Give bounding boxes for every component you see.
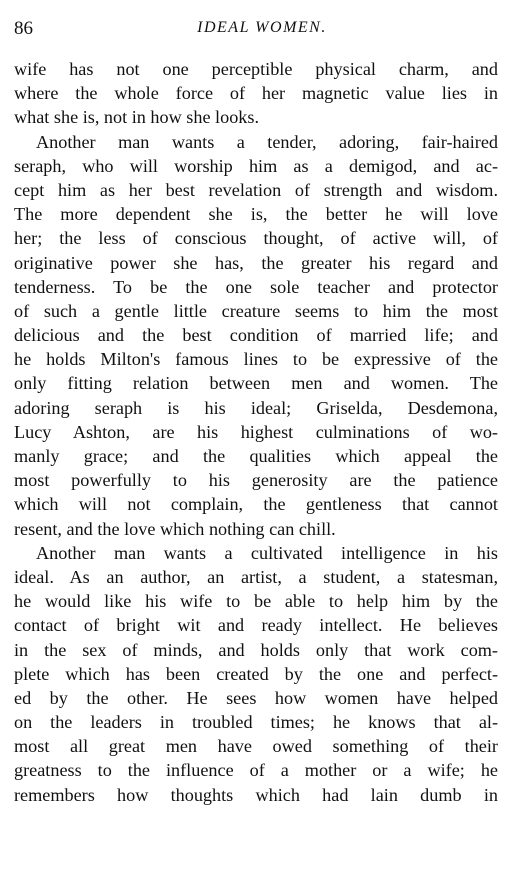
text-line: only fitting relation between men and women. The <box>14 373 498 394</box>
text-line: adoring seraph is his ideal; Griselda, Desdemona, <box>14 397 498 418</box>
text-line: ed by the other. He sees how women have helped <box>14 687 498 708</box>
text-line: tenderness. To be the one sole teacher and protector <box>14 276 498 297</box>
text-line: he holds Milton's famous lines to be expressive of the <box>14 349 498 370</box>
text-line: cept him as her best revelation of strength and wisdom. <box>14 179 498 200</box>
text-line: her; the less of conscious thought, of active will, of <box>14 228 498 249</box>
text-line: remembers how thoughts which had lain dumb in <box>14 784 498 805</box>
text-line: manly grace; and the qualities which appeal the <box>14 446 498 466</box>
text-line: which will not complain, the gentleness that cannot <box>14 494 498 515</box>
text-line: The more dependent she is, the better he will love <box>14 204 498 225</box>
page-header <box>14 18 500 44</box>
text-line: in the sex of minds, and holds only that work com- <box>14 639 498 660</box>
text-line: resent, and the love which nothing can chill. <box>14 518 336 539</box>
text-line: Another man wants a tender, adoring, fair-haired <box>36 131 498 152</box>
text-line: on the leaders in troubled times; he knows that al- <box>14 712 498 733</box>
text-line: what she is, not in how she looks. <box>14 107 260 128</box>
running-head: IDEAL WOMEN. <box>197 19 327 36</box>
text-line: most powerfully to his generosity are the patience <box>14 470 498 491</box>
text-line: ideal. As an author, an artist, a student, a statesman, <box>14 566 498 587</box>
text-line: Another man wants a cultivated intelligence in his <box>36 542 498 563</box>
text-line: seraph, who will worship him as a demigod, and ac- <box>14 155 498 176</box>
text-line: wife has not one perceptible physical charm, and <box>14 59 498 79</box>
text-line: plete which has been created by the one and perfect- <box>14 663 498 684</box>
text-line: of such a gentle little creature seems to him the most <box>14 300 498 321</box>
text-line: greatness to the influence of a mother or a wife; he <box>14 760 498 781</box>
body-text <box>14 57 498 807</box>
text-line: originative power she has, the greater his regard and <box>14 252 498 273</box>
text-line: where the whole force of her magnetic value lies in <box>14 83 498 104</box>
text-line: contact of bright wit and ready intellect. He believes <box>14 615 498 636</box>
page-number: 86 <box>14 18 33 39</box>
text-line: delicious and the best condition of married life; and <box>14 325 498 346</box>
text-line: most all great men have owed something of their <box>14 736 498 757</box>
text-line: he would like his wife to be able to help him by the <box>14 591 498 612</box>
text-line: Lucy Ashton, are his highest culminations of wo- <box>14 421 498 442</box>
